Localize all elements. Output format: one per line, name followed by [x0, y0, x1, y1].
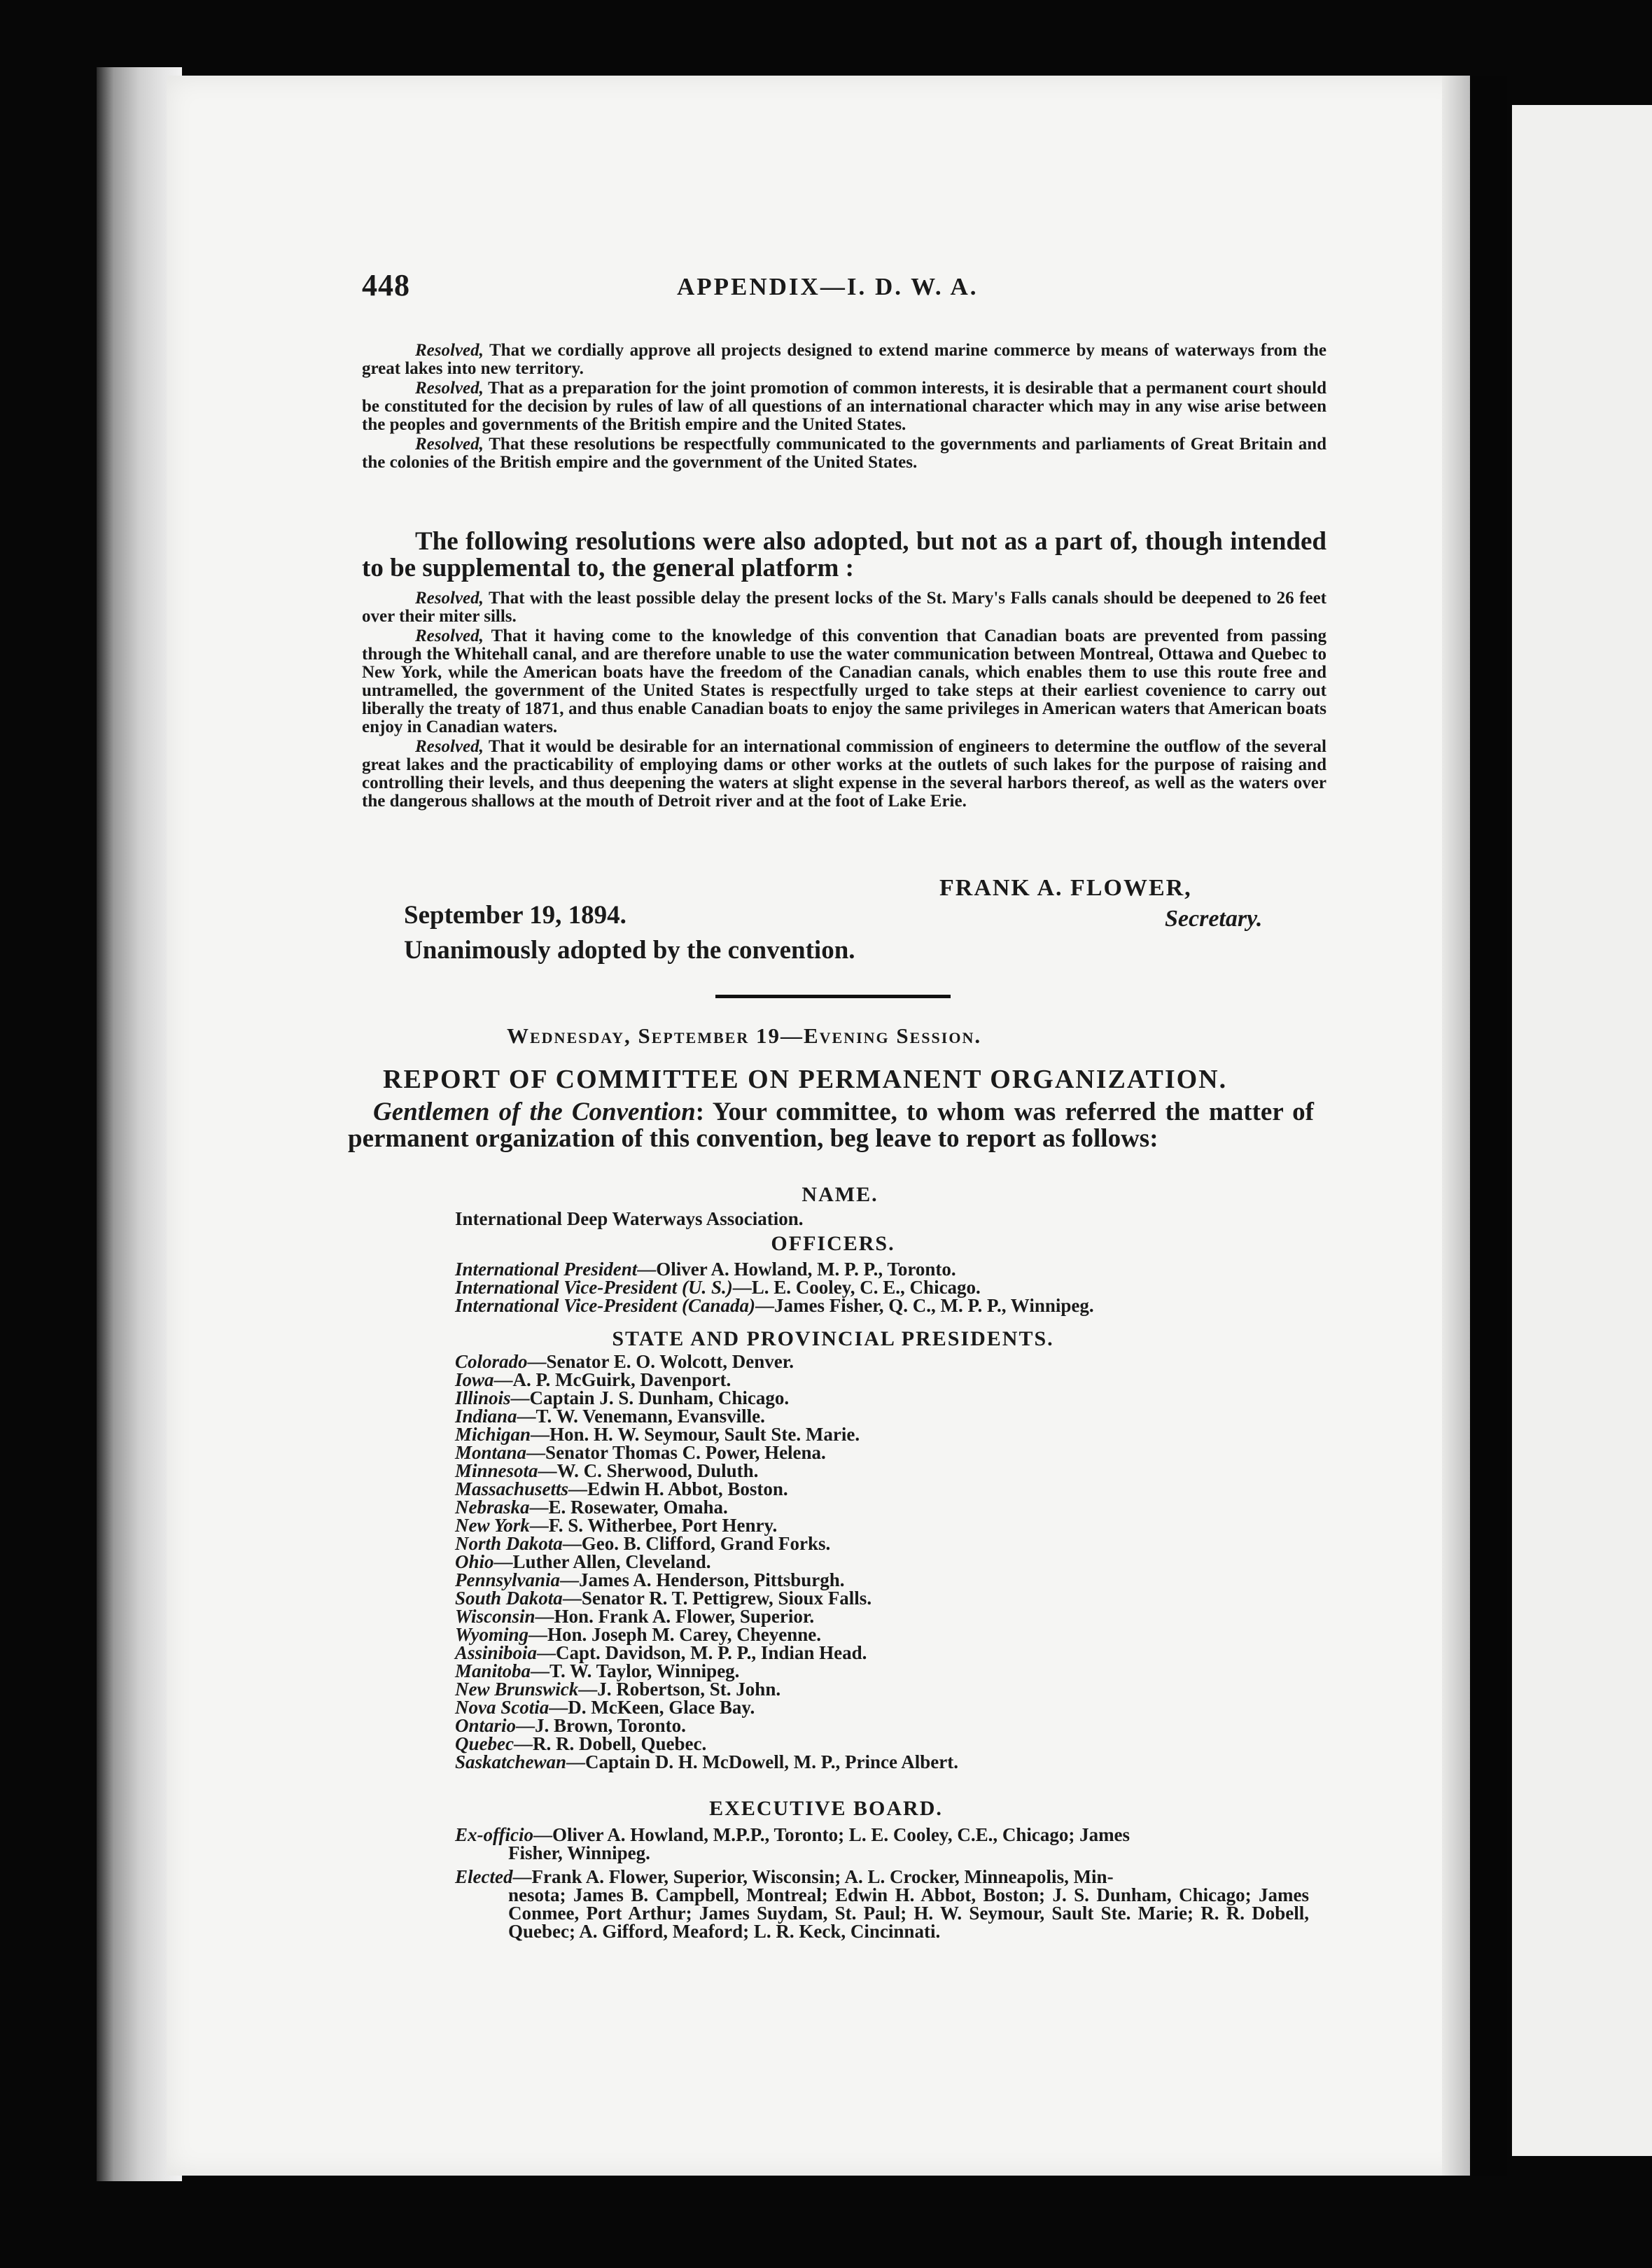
officer-entry — [455, 1278, 981, 1296]
president-entry — [455, 1607, 814, 1625]
resolution-5 — [362, 627, 1326, 736]
president-state: Assiniboia — [455, 1642, 538, 1663]
president-state: North Dakota — [455, 1533, 563, 1554]
president-name: —Captain D. H. McDowell, M. P., Prince Albert. — [566, 1751, 958, 1772]
page-header — [362, 267, 1342, 302]
report-address: Gentlemen of the Convention — [373, 1098, 696, 1126]
president-name: —Senator R. T. Pettigrew, Sioux Falls. — [562, 1588, 872, 1609]
president-state: Saskatchewan — [455, 1751, 567, 1772]
resolution-text: That it would be desirable for an international commission of engineers to determine the outflow of the several great lakes and the practicability of employing dams or other works at the outlets of such lakes for the purpose of raising and controlling their levels, and thus deepening the waters at slight expense in the several harbors thereof, as well as the waters over the dangerous shallows at the mouth of Detroit river and at the foot of Lake Erie. — [362, 737, 1326, 811]
president-name: —T. W. Taylor, Winnipeg. — [531, 1660, 740, 1681]
president-name: —J. Robertson, St. John. — [578, 1679, 781, 1700]
president-entry — [455, 1407, 765, 1425]
ex-officio-entry — [455, 1826, 1309, 1862]
president-state: Nova Scotia — [455, 1697, 550, 1718]
president-state: Pennsylvania — [455, 1569, 561, 1590]
book-binding — [1472, 76, 1507, 2176]
president-state: Wisconsin — [455, 1606, 536, 1627]
president-name: —J. Brown, Toronto. — [516, 1715, 686, 1736]
president-name: —W. C. Sherwood, Duluth. — [538, 1460, 759, 1481]
president-state: Wyoming — [455, 1624, 529, 1645]
elected-continued: nesota; James B. Campbell, Montreal; Edwin H. Abbot, Boston; J. S. Dunham, Chicago; James Conmee, Port Arthur; James Suydam, St. Paul; H. W. Seymour, Sault Ste. Marie; R. R. Dobell, Quebec; A. Gifford, Meaford; L. R. Keck, Cincinnati. — [508, 1884, 1309, 1942]
adoption-note: Unanimously adopted by the convention. — [404, 936, 855, 965]
president-state: Minnesota — [455, 1460, 538, 1481]
presidents-heading: STATE AND PROVINCIAL PRESIDENTS. — [612, 1327, 1054, 1350]
president-name: —T. W. Venemann, Evansville. — [517, 1406, 765, 1427]
president-entry — [455, 1735, 706, 1753]
president-entry — [455, 1516, 777, 1534]
president-entry — [455, 1389, 789, 1407]
president-name: —E. Rosewater, Omaha. — [529, 1497, 728, 1518]
elected-entry — [455, 1868, 1309, 1940]
president-entry — [455, 1534, 830, 1553]
president-state: Montana — [455, 1442, 527, 1463]
resolution-text: That with the least possible delay the present locks of the St. Mary's Falls canals should be deepened to 26 feet over their miter sills. — [362, 589, 1326, 626]
elected-label: Elected — [455, 1866, 513, 1887]
page-gutter-shadow — [1442, 76, 1470, 2176]
president-name: —R. R. Dobell, Quebec. — [513, 1733, 707, 1754]
resolutions-supplemental — [362, 589, 1326, 811]
president-entry — [455, 1480, 788, 1498]
president-entry — [455, 1589, 872, 1607]
president-entry — [455, 1462, 758, 1480]
president-name: —Edwin H. Abbot, Boston. — [568, 1478, 788, 1499]
president-state: New Brunswick — [455, 1679, 579, 1700]
resolutions-top — [362, 342, 1326, 472]
resolution-3 — [362, 435, 1326, 472]
report-intro — [348, 1099, 1314, 1152]
resolution-lead: Resolved, — [415, 379, 484, 398]
ex-officio-continued: Fisher, Winnipeg. — [508, 1842, 650, 1863]
president-state: Quebec — [455, 1733, 514, 1754]
resolution-text: That we cordially approve all projects designed to extend marine commerce by means of waterways from the great lakes into new territory. — [362, 341, 1326, 378]
president-state: Illinois — [455, 1387, 511, 1408]
president-entry — [455, 1498, 728, 1516]
president-entry — [455, 1680, 780, 1698]
president-name: —A. P. McGuirk, Davenport. — [493, 1369, 732, 1390]
officer-name: —L. E. Cooley, C. E., Chicago. — [732, 1277, 981, 1298]
signatory-title: Secretary. — [1165, 906, 1263, 932]
report-intro-text: : Your committee, to whom was referred the matter of permanent organization of this convention, beg leave to report as follows: — [348, 1098, 1315, 1153]
resolution-text: That as a preparation for the joint promotion of common interests, it is desirable that a permanent court should be constituted for the decision by rules of law of all questions of an international character which may in any wise arise between the peoples and governments of the British empire and the United States. — [362, 379, 1326, 434]
officer-entry — [455, 1296, 1094, 1315]
president-entry — [455, 1553, 711, 1571]
president-name: —D. McKeen, Glace Bay. — [549, 1697, 755, 1718]
running-head: APPENDIX—I. D. W. A. — [677, 273, 979, 300]
president-entry — [455, 1662, 739, 1680]
president-state: Manitoba — [455, 1660, 531, 1681]
president-entry — [455, 1625, 821, 1644]
president-state: Iowa — [455, 1369, 494, 1390]
president-entry — [455, 1644, 867, 1662]
president-name: —James A. Henderson, Pittsburgh. — [560, 1569, 845, 1590]
resolution-6 — [362, 738, 1326, 811]
officer-entry — [455, 1260, 956, 1278]
name-heading: NAME. — [802, 1183, 878, 1206]
resolution-text: That these resolutions be respectfully communicated to the governments and parliaments of Great Britain and the colonies of the British empire and the government of the United States. — [362, 435, 1326, 472]
ex-officio-label: Ex-officio — [455, 1824, 533, 1845]
president-name: —F. S. Witherbee, Port Henry. — [529, 1515, 778, 1536]
president-state: Ontario — [455, 1715, 517, 1736]
officer-role: International President — [455, 1259, 638, 1280]
president-name: —Hon. Frank A. Flower, Superior. — [535, 1606, 815, 1627]
resolution-2 — [362, 379, 1326, 434]
president-state: Massachusetts — [455, 1478, 569, 1499]
president-entry — [455, 1425, 860, 1443]
president-name: —Senator E. O. Wolcott, Denver. — [527, 1351, 794, 1372]
president-state: Colorado — [455, 1351, 528, 1372]
president-name: —Hon. H. W. Seymour, Sault Ste. Marie. — [531, 1424, 860, 1445]
supplemental-intro: The following resolutions were also adopted, but not as a part of, though intended to be supplemental to, the general platform : — [362, 527, 1326, 582]
president-entry — [455, 1698, 755, 1716]
president-entry — [455, 1443, 826, 1462]
president-name: —Geo. B. Clifford, Grand Forks. — [562, 1533, 831, 1554]
page-number: 448 — [362, 268, 410, 302]
officer-role: International Vice-President (U. S.) — [455, 1277, 733, 1298]
resolution-lead: Resolved, — [415, 737, 484, 756]
signatory-name: FRANK A. FLOWER, — [939, 875, 1192, 901]
resolution-lead: Resolved, — [415, 435, 484, 454]
president-name: —Captain J. S. Dunham, Chicago. — [510, 1387, 790, 1408]
session-heading: Wednesday, September 19—Evening Session. — [507, 1023, 982, 1048]
officers-heading: OFFICERS. — [771, 1232, 895, 1255]
president-name: —Luther Allen, Cleveland. — [493, 1551, 711, 1572]
president-entry — [455, 1753, 958, 1771]
president-state: Ohio — [455, 1551, 494, 1572]
president-state: Indiana — [455, 1406, 517, 1427]
president-state: New York — [455, 1515, 530, 1536]
president-entry — [455, 1352, 794, 1371]
signature-date: September 19, 1894. — [404, 901, 626, 930]
resolution-4 — [362, 589, 1326, 626]
president-state: Nebraska — [455, 1497, 530, 1518]
officer-name: —Oliver A. Howland, M. P. P., Toronto. — [637, 1259, 956, 1280]
officer-role: International Vice-President (Canada) — [455, 1295, 756, 1316]
president-state: Michigan — [455, 1424, 531, 1445]
section-divider — [715, 995, 951, 998]
resolution-1 — [362, 342, 1326, 378]
president-entry — [455, 1571, 845, 1589]
resolution-lead: Resolved, — [415, 589, 484, 608]
executive-board-heading: EXECUTIVE BOARD. — [709, 1797, 943, 1820]
report-title: REPORT OF COMMITTEE ON PERMANENT ORGANIZATION. — [383, 1065, 1228, 1094]
president-name: —Capt. Davidson, M. P. P., Indian Head. — [537, 1642, 867, 1663]
resolution-lead: Resolved, — [415, 341, 484, 360]
president-name: —Senator Thomas C. Power, Helena. — [526, 1442, 826, 1463]
elected-text: —Frank A. Flower, Superior, Wisconsin; A. L. Crocker, Minneapolis, Min- — [512, 1866, 1114, 1887]
president-state: South Dakota — [455, 1588, 563, 1609]
facing-page-edge — [1512, 105, 1652, 2156]
officer-name: —James Fisher, Q. C., M. P. P., Winnipeg. — [755, 1295, 1094, 1316]
resolution-lead: Resolved, — [415, 626, 484, 645]
association-name: International Deep Waterways Association. — [455, 1208, 804, 1229]
president-name: —Hon. Joseph M. Carey, Cheyenne. — [528, 1624, 822, 1645]
president-entry — [455, 1716, 686, 1735]
ex-officio-text: —Oliver A. Howland, M.P.P., Toronto; L. E. Cooley, C.E., Chicago; James — [533, 1824, 1130, 1845]
resolution-text: That it having come to the knowledge of this convention that Canadian boats are prevented from passing through the Whitehall canal, and are therefore unable to use the water communication between Montreal, Ottawa and Quebec to New York, while the American boats have the freedom of the Canadian canals, which enables them to use this route free and untramelled, the government of the United States is respectfully urged to take steps at their earliest covenience to carry out liberally the treaty of 1871, and thus enable Canadian boats to enjoy the same privileges in American waters that American boats enjoy in Canadian waters. — [362, 626, 1326, 736]
president-entry — [455, 1371, 731, 1389]
